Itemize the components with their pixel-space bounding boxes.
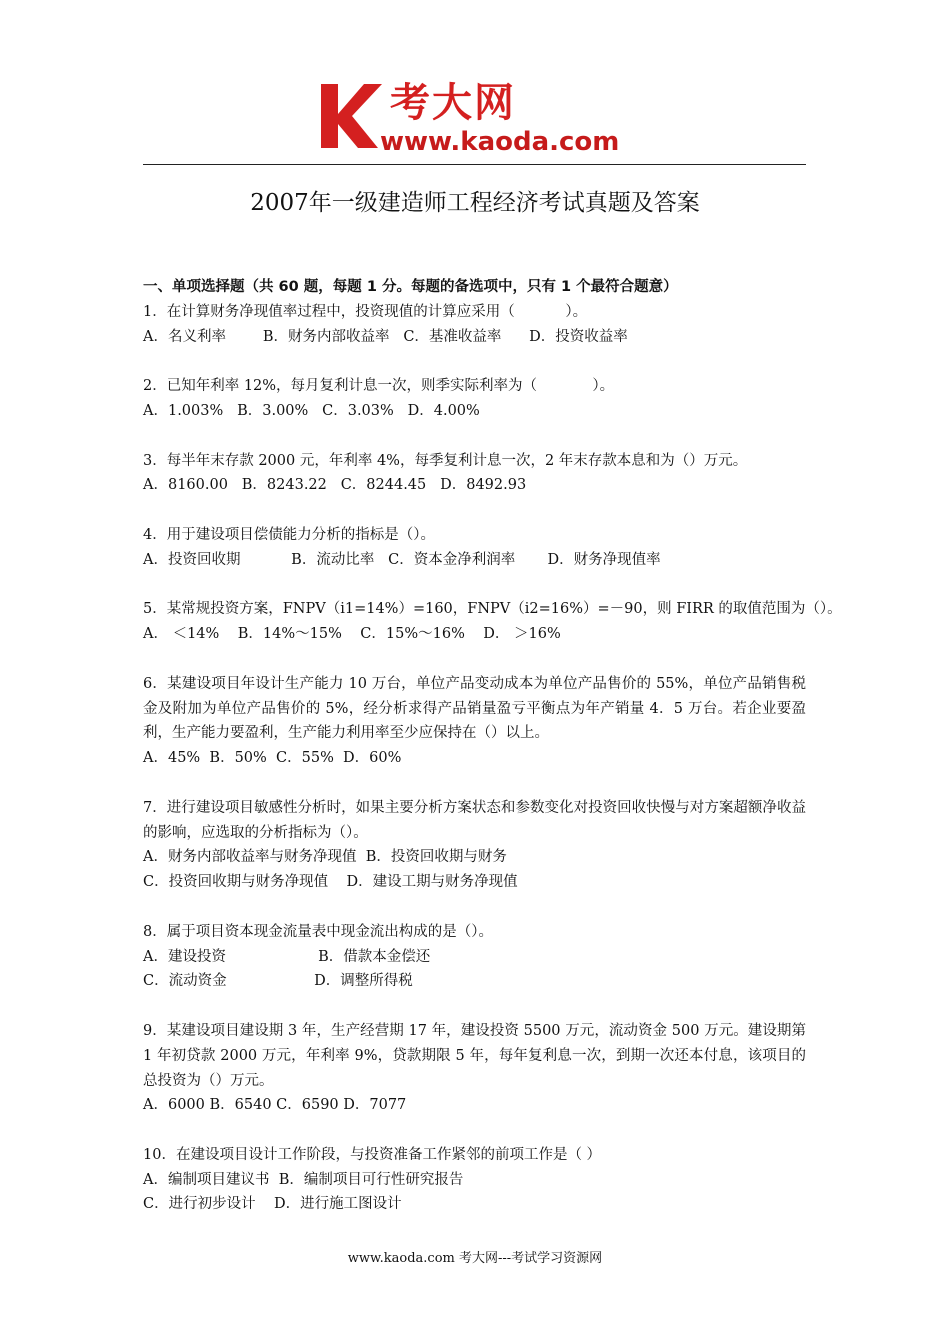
question-spacer [143, 424, 806, 449]
question-item [143, 672, 806, 796]
question-item [143, 1019, 806, 1143]
answer-options: A．1.003% B．3.00% C．3.03% D．4.00% [143, 402, 480, 419]
page-title: 2007年一级建造师工程经济考试真题及答案 [250, 190, 700, 216]
answer-options: A．投资回收期 B．流动比率 C．资本金净利润率 D．财务净现值率 [143, 551, 661, 568]
answer-options: A．建设投资 B．借款本金偿还 [143, 948, 431, 965]
header-divider [143, 164, 806, 165]
question-spacer [143, 994, 806, 1019]
question-item [143, 597, 842, 671]
question-stem: 5．某常规投资方案，FNPV（i1=14%）=160，FNPV（i2=16%）=－90，则 FIRR 的取值范围为（）。 [143, 601, 842, 618]
question-spacer [143, 573, 806, 598]
answer-options: A．名义利率 B．财务内部收益率 C．基准收益率 D．投资收益率 [143, 328, 628, 345]
section-heading: 一、单项选择题（共 60 题，每题 1 分。每题的备选项中，只有 1 个最符合题意） [143, 279, 678, 295]
question-spacer [143, 647, 806, 672]
question-stem: 4．用于建设项目偿债能力分析的指标是（）。 [143, 526, 435, 543]
logo-url: www.kaoda.com [380, 127, 620, 157]
question-list [143, 300, 842, 1217]
question-stem: 2．已知年利率 12%，每月复利计息一次，则季实际利率为（ ）。 [143, 378, 615, 395]
answer-options: A．8160.00 B．8243.22 C．8244.45 D．8492.93 [143, 477, 527, 494]
question-item [143, 374, 806, 448]
question-spacer [143, 1118, 806, 1143]
question-stem: 6．某建设项目年设计生产能力 10 万台，单位产品变动成本为单位产品售价的 55%，单位产品销售税金及附加为单位产品售价的 5%，经分析求得产品销量盈亏平衡点为年产销量 4．5 万台。若企业要盈利，生产能力要盈利，生产能力利用率至少应保持在（）以上。 [143, 675, 806, 742]
question-stem: 9．某建设项目建设期 3 年，生产经营期 17 年，建设投资 5500 万元，流动资金 500 万元。建设期第 1 年初贷款 2000 万元，年利率 9%，贷款期限 5 年，每年复利息一次，到期一次还本付息，该项目的总投资为（）万元。 [143, 1022, 806, 1089]
question-item [143, 796, 806, 920]
question-item [143, 300, 806, 374]
answer-options: C．进行初步设计 D．进行施工图设计 [143, 1196, 402, 1213]
logo-name: 考大网 [390, 80, 516, 126]
k-logo-icon [318, 80, 388, 152]
answer-options: A．编制项目建议书 B．编制项目可行性研究报告 [143, 1171, 464, 1188]
question-item [143, 523, 806, 597]
question-stem: 10．在建设项目设计工作阶段，与投资准备工作紧邻的前项工作是（ ） [143, 1146, 602, 1163]
exam-content [143, 275, 842, 1217]
answer-options: A．财务内部收益率与财务净现值 B．投资回收期与财务 [143, 849, 507, 866]
site-logo [318, 80, 640, 160]
question-spacer [143, 895, 806, 920]
question-stem: 3．每半年末存款 2000 元，年利率 4%，每季复利计息一次，2 年末存款本息和为（）万元。 [143, 452, 748, 469]
question-spacer [143, 498, 806, 523]
question-spacer [143, 771, 806, 796]
answer-options: C．投资回收期与财务净现值 D．建设工期与财务净现值 [143, 874, 518, 891]
answer-options: A． ＜14% B．14%～15% C．15%～16% D． ＞16% [143, 626, 561, 643]
answer-options: C．流动资金 D．调整所得税 [143, 973, 413, 990]
question-item [143, 920, 806, 1019]
page-footer: www.kaoda.com 考大网---考试学习资源网 [347, 1251, 603, 1266]
answer-options: A．6000 B．6540 C．6590 D．7077 [143, 1097, 407, 1114]
question-spacer [143, 349, 806, 374]
answer-options: A．45% B．50% C．55% D．60% [143, 750, 402, 767]
question-item [143, 1143, 806, 1217]
question-stem: 8．属于项目资本现金流量表中现金流出构成的是（）。 [143, 923, 493, 940]
question-item [143, 449, 806, 523]
question-stem: 1．在计算财务净现值率过程中，投资现值的计算应采用（ ）。 [143, 303, 588, 320]
question-stem: 7．进行建设项目敏感性分析时，如果主要分析方案状态和参数变化对投资回收快慢与对方案超额净收益的影响，应选取的分析指标为（）。 [143, 799, 806, 841]
